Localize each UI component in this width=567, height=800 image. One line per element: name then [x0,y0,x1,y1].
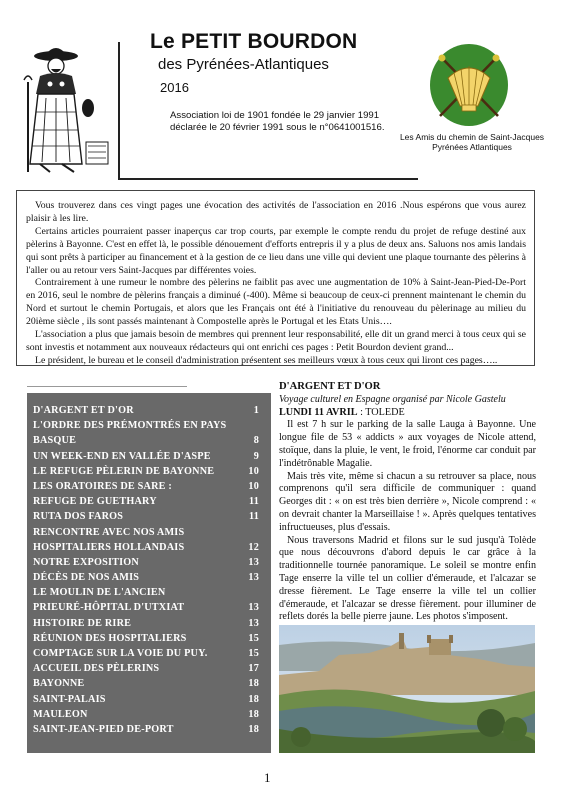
toc-entry-title: RUTA DOS FAROS [33,511,124,523]
article-dateline [279,407,536,420]
toc-entry[interactable] [33,676,265,691]
editorial-paragraph: Le président, le bureau et le conseil d'administration présentent ses meilleurs vœux à tous ceux qui liront ces pages….. [35,354,498,366]
toc-entry-page: 11 [248,511,259,523]
article-paragraph: Nous traversons Madrid et filons sur le sud jusqu'à Tolède que nous découvrons d'abord depuis le car grâce à la traditionnelle tournée panoramique. Le soleil se montre enfin Tage enserre la ville tel un collier d'émeraude, et l'alcazar se dresse fièrement. Le Tage enserre la ville tel un collier d'émeraude, et l'alcazar se dresse fièrement. pour illuminer de reflets dorés la belle pierre jaune. Les photos s'imposent. [279,534,536,623]
toc-entry-page: 15 [248,632,259,644]
toc-entry-title: UN WEEK-END EN VALLÉE D'ASPE [33,450,211,462]
toc-entry[interactable] [33,418,265,433]
editorial-paragraph: L'association a plus que jamais besoin de membres qui prennent leur responsabilité, elle dit un grand merci à tous ceux qui se sont investis et notamment aux nouveaux rédacteurs qui ont enrichi ces pages : Petit Bourdon devient grand... [26,329,526,353]
toc-entry-title: HOSPITALIERS HOLLANDAIS [33,541,185,553]
table-of-contents [27,393,271,753]
toc-entry[interactable] [33,585,265,600]
toc-entry-title: DÉCÈS DE NOS AMIS [33,572,140,584]
toc-entry-title: D'ARGENT ET D'OR [33,405,134,416]
toc-entry-page: 18 [248,678,259,690]
association-info [170,110,385,134]
toc-entry-page: 13 [248,572,259,584]
toc-entry-page: 13 [248,556,259,568]
article-body [279,419,536,624]
toc-entry-page: 18 [248,708,259,720]
article-paragraph: Mais très vite, même si chacun a su retrouver sa place, nous comprenons qu'il sera difficile de communiquer : quand Georges dit : « on est très bien derrière », Nicole comprend : « on devrait chanter la Marseillaise ! ». Après quelques tentatives infructueuses, plus d'essais. [279,470,536,533]
logo-caption-line-1: Les Amis du chemin de Saint-Jacques [399,132,545,142]
toc-entry[interactable] [33,616,265,631]
toc-entry[interactable] [33,464,265,479]
article-day-label: LUNDI 11 AVRIL [279,406,358,418]
toc-top-rule [27,386,187,387]
toc-entry-page: 10 [248,465,259,477]
toc-entry-title: BAYONNE [33,678,85,690]
toc-entry-page: 1 [253,405,259,416]
toc-entry-title: LE REFUGE PÈLERIN DE BAYONNE [33,465,215,477]
toc-entry[interactable] [33,540,265,555]
toc-entry[interactable] [33,692,265,707]
toc-entry-title: SAINT-PALAIS [33,693,106,705]
toc-entry[interactable] [33,494,265,509]
toc-entry-page: 18 [248,693,259,705]
toc-entry-title: SAINT-JEAN-PIED DE-PORT [33,723,174,735]
article-day-place: : TOLEDE [357,406,405,418]
toc-entry-page: 17 [248,663,259,675]
header-divider-horizontal [118,178,418,180]
toc-entry[interactable] [33,646,265,661]
toc-entry[interactable] [33,509,265,524]
page-number: 1 [264,770,271,785]
scallop-shell-logo [428,42,510,128]
header-divider-vertical [118,42,120,180]
toc-entry[interactable] [33,722,265,737]
toc-entry-title: REFUGE DE GUETHARY [33,496,157,508]
toc-entry[interactable] [33,555,265,570]
newsletter-subtitle: des Pyrénées-Atlantiques [158,56,329,73]
logo-caption-line-2: Pyrénées Atlantiques [432,142,512,152]
toc-entry-page: 13 [248,617,259,629]
toc-entry-page [259,525,265,540]
toc-entry-page: 15 [248,648,259,659]
article-title: D'ARGENT ET D'OR [279,381,381,392]
toc-entry[interactable] [33,600,265,615]
toc-entry[interactable] [33,449,265,464]
toc-entry-title: NOTRE EXPOSITION [33,556,139,568]
toc-entry-page: 13 [248,602,259,614]
toc-entry-title: L'ORDRE DES PRÉMONTRÉS EN PAYS [33,420,227,432]
toc-entry-page [259,585,265,600]
toc-entry[interactable] [33,479,265,494]
association-line-1: Association loi de 1901 fondée le 29 janvier 1991 [170,110,380,121]
toc-entry-title: COMPTAGE SUR LA VOIE DU PUY. [33,648,208,659]
pilgrim-illustration [16,42,124,177]
article [279,381,536,624]
editorial-box [16,190,535,366]
toc-entry[interactable] [33,661,265,676]
toc-entry-title: LE MOULIN DE L'ANCIEN [33,587,166,599]
toc-entry-page: 8 [253,435,259,447]
toc-entry[interactable] [33,707,265,722]
association-line-2: déclarée le 20 février 1991 sous le n°0641001516. [170,122,385,133]
article-subtitle: Voyage culturel en Espagne organisé par Nicole Gastelu [279,393,506,405]
toc-entry[interactable] [33,403,265,418]
toc-entry-title: LES ORATOIRES DE SARE : [33,480,172,492]
newsletter-title: Le PETIT BOURDON [150,30,358,53]
toledo-photo [279,625,535,753]
editorial-paragraph: Certains articles pourraient passer inaperçus car trop courts, par exemple le compte rendu du projet de refuge destiné aux pèlerins à Bayonne. C'est en effet là, le possible dénouement d'efforts entrepris il y a plus de deux ans. Saluons nos amis landais qui sont prêts à participer au financement et à la gestion de ce lieu dans une ville qui devient une plaque tournante des pèlerins à l'aller ou au retour vers Saint-Jacques par différentes voies. [26,225,526,276]
toc-entry-title: HISTOIRE DE RIRE [33,617,132,629]
toc-entry-page: 10 [248,480,259,492]
toc-entry-page [259,418,265,433]
toc-entry[interactable] [33,570,265,585]
toc-entry-title: ACCUEIL DES PÈLERINS [33,663,160,675]
toc-entry-title: BASQUE [33,435,77,447]
toc-entry[interactable] [33,433,265,448]
toc-entry-page: 11 [248,496,259,508]
toc-entry[interactable] [33,631,265,646]
toc-entry-title: RÉUNION DES HOSPITALIERS [33,632,187,644]
toc-entry-page: 18 [248,723,259,735]
toc-entry-title: MAULEON [33,708,88,720]
logo-caption [392,132,552,152]
newsletter-year: 2016 [160,80,189,95]
toc-entry-title: RENCONTRE AVEC NOS AMIS [33,526,185,538]
toc-entry[interactable] [33,525,265,540]
toc-entry-page: 9 [253,450,259,462]
editorial-paragraph: Vous trouverez dans ces vingt pages une évocation des activités de l'association en 2016 .Nous espérons que vous aurez plaisir à les lire. [26,200,526,224]
toc-entry-page: 12 [248,541,259,553]
article-paragraph: Il est 7 h sur le parking de la salle Lauga à Bayonne. Une longue file de 53 « addicts » aux voyages de Nicole attend, stoïque, dans la pluie, le vent, le froid, l'énorme car conduit par l'indétrônable Magalie. [279,419,536,469]
toc-entry-title: PRIEURÉ-HÔPITAL D'UTXIAT [33,602,185,614]
editorial-paragraph: Contrairement à une rumeur le nombre des pèlerins ne faiblit pas avec une augmentation de 10% à Saint-Jean-Pied-De-Port en 2016, seul le nombre de pèlerins français a diminué (-400). Même si beaucoup de ceux-ci prennent maintenant le chemin du Nord et surtout le chemin Portugais, et alors que les Français ont été à l'initiative du renouveau du pèlerinage au milieu du 20ième siècle , ils sont passés maintenant à Compostelle après le Portugal et les Etats Unis…. [26,277,526,328]
